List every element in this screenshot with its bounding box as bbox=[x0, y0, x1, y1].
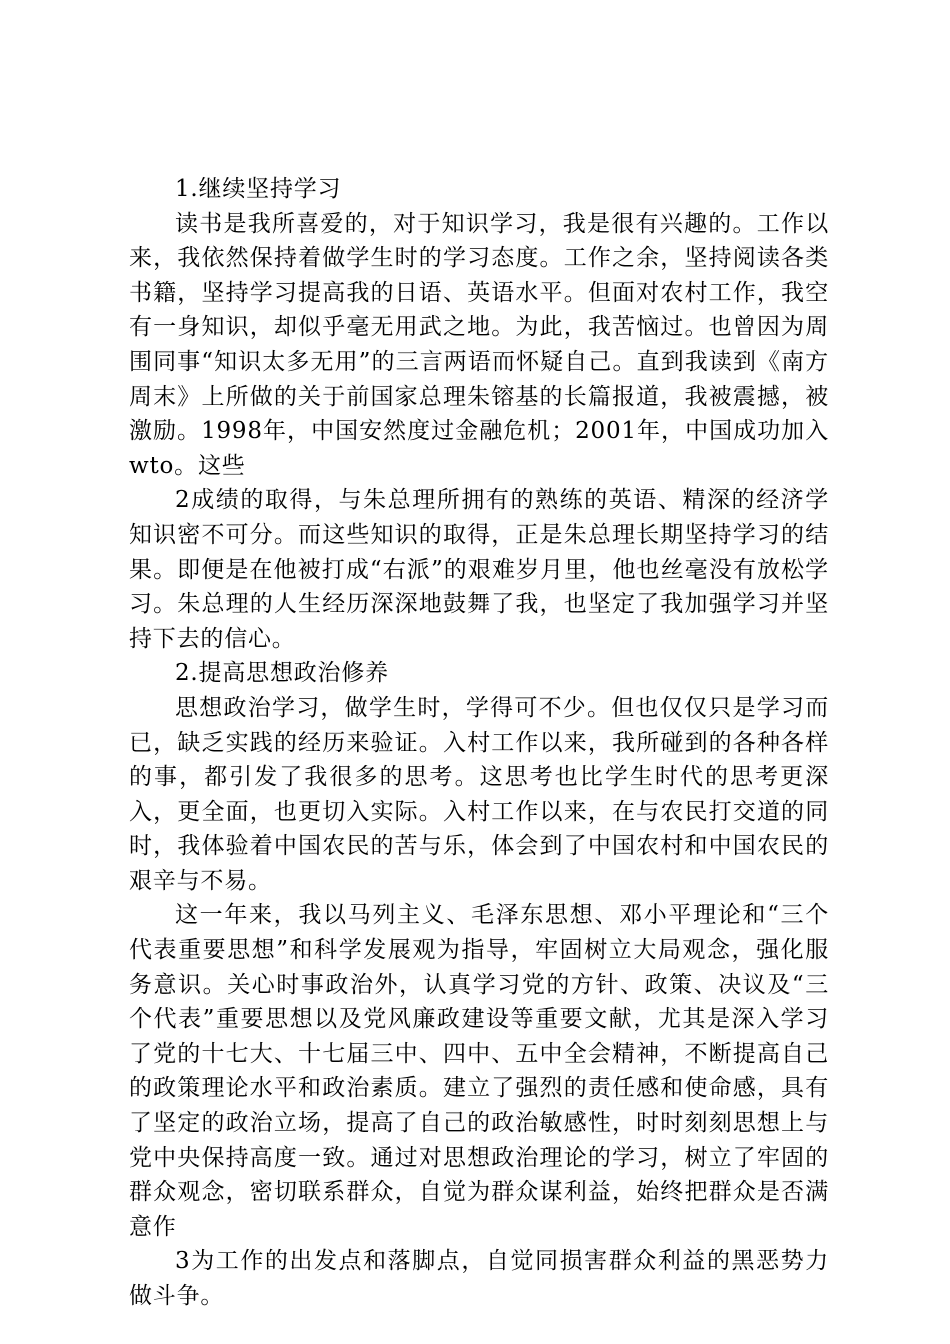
section-heading-1: 1.继续坚持学习 bbox=[175, 176, 342, 202]
document-body bbox=[129, 172, 829, 1314]
paragraph: 2成绩的取得，与朱总理所拥有的熟练的英语、精深的经济学知识密不可分。而这些知识的取得，正是朱总理长期坚持学习的结果。即便是在他被打成“右派”的艰难岁月里，他也丝毫没有放松学习。朱总理的人生经历深深地鼓舞了我，也坚定了我加强学习并坚持下去的信心。 bbox=[129, 487, 829, 652]
paragraph: 思想政治学习，做学生时，学得可不少。但也仅仅只是学习而已，缺乏实践的经历来验证。入村工作以来，我所碰到的各种各样的事，都引发了我很多的思考。这思考也比学生时代的思考更深入，更全面，也更切入实际。入村工作以来，在与农民打交道的同时，我体验着中国农民的苦与乐，体会到了中国农村和中国农民的艰辛与不易。 bbox=[129, 694, 829, 894]
section-heading-2: 2.提高思想政治修养 bbox=[175, 660, 389, 687]
paragraph: 3为工作的出发点和落脚点，自觉同损害群众利益的黑恶势力做斗争。 bbox=[129, 1248, 829, 1309]
paragraph: 这一年来，我以马列主义、毛泽东思想、邓小平理论和“三个代表重要思想”和科学发展观为指导，牢固树立大局观念，强化服务意识。关心时事政治外，认真学习党的方针、政策、决议及“三个代表”重要思想以及党风廉政建设等重要文献，尤其是深入学习了党的十七大、十七届三中、四中、五中全会精神，不断提高自己的政策理论水平和政治素质。建立了强烈的责任感和使命感，具有了坚定的政治立场，提高了自己的政治敏感性，时时刻刻思想上与党中央保持高度一致。通过对思想政治理论的学习，树立了牢固的群众观念，密切联系群众，自觉为群众谋利益，始终把群众是否满意作 bbox=[129, 902, 829, 1240]
paragraph: 读书是我所喜爱的，对于知识学习，我是很有兴趣的。工作以来，我依然保持着做学生时的学习态度。工作之余，坚持阅读各类书籍，坚持学习提高我的日语、英语水平。但面对农村工作，我空有一身知识，却似乎毫无用武之地。为此，我苦恼过。也曾因为周围同事“知识太多无用”的三言两语而怀疑自己。直到我读到《南方周末》上所做的关于前国家总理朱镕基的长篇报道，我被震撼，被激励。1998年，中国安然度过金融危机；2001年，中国成功加入wto。这些 bbox=[129, 210, 829, 479]
